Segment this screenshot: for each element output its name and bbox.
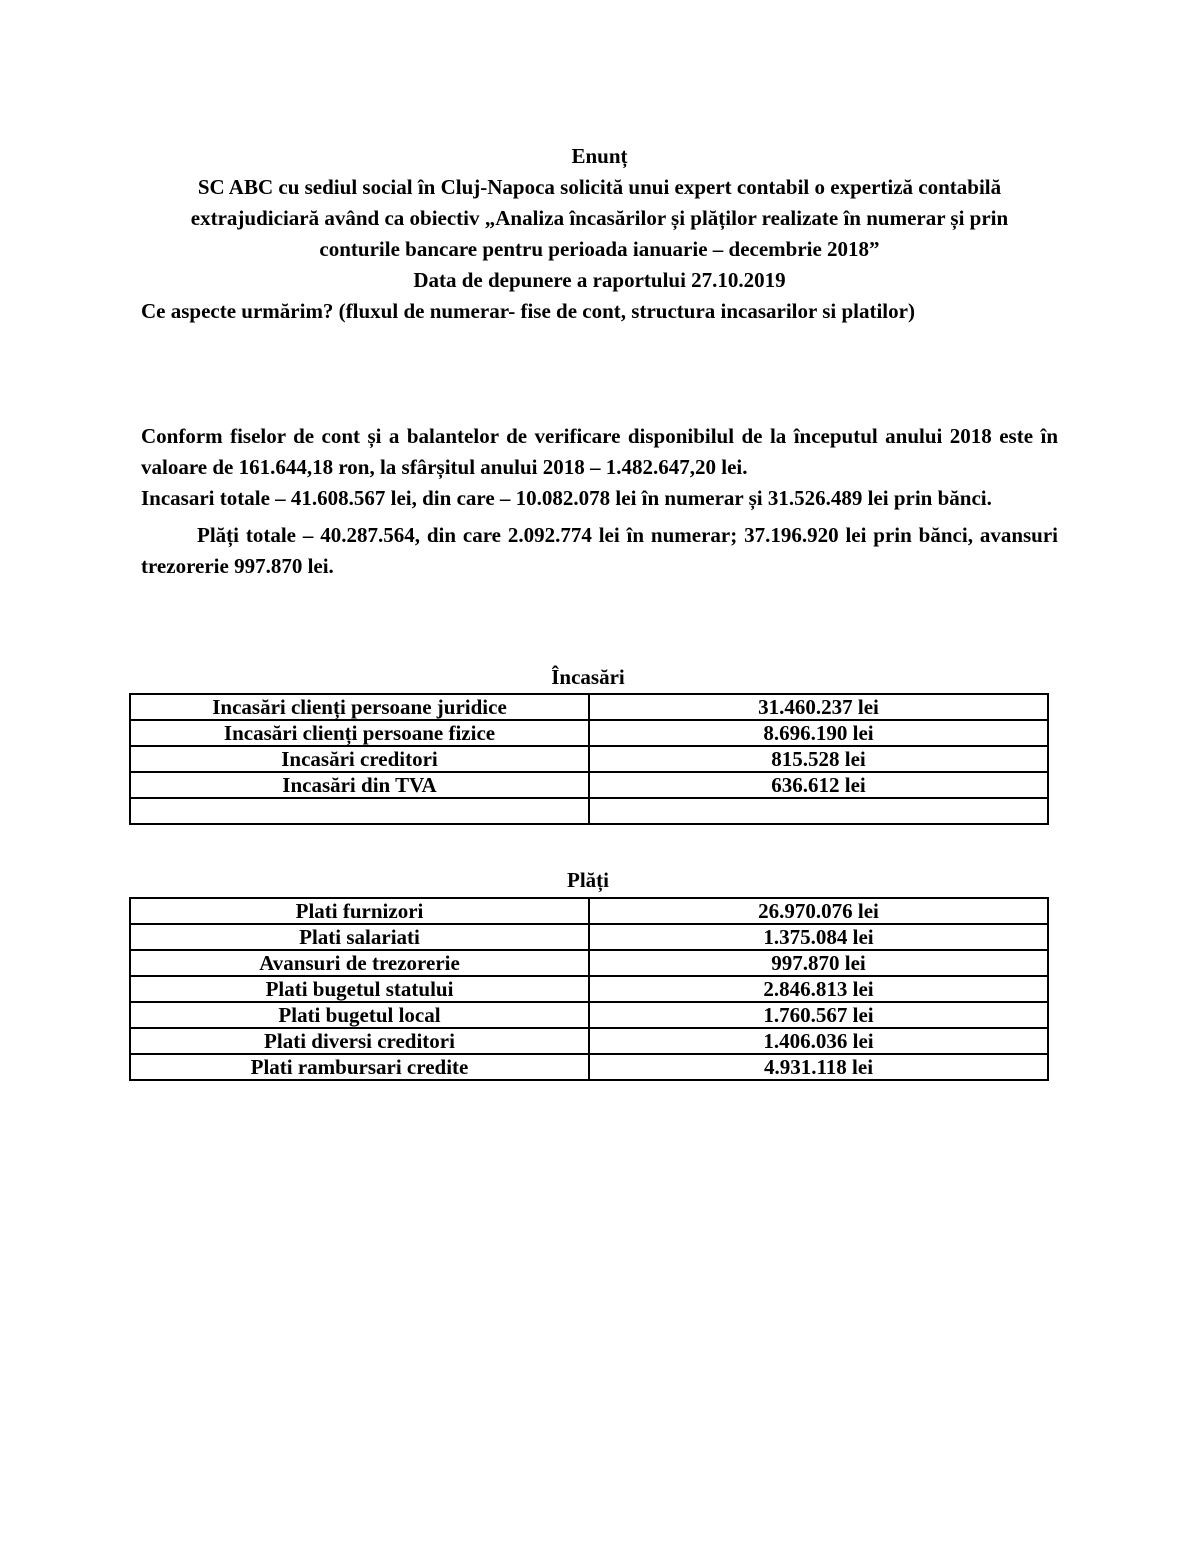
table-row [130, 746, 1048, 772]
question-line: Ce aspecte urmărim? (fluxul de numerar- fise de cont, structura incasarilor si platilor) [141, 299, 915, 323]
table-row [130, 924, 1048, 950]
paragraph-incasari-totale: Incasari totale – 41.608.567 lei, din care – 10.082.078 lei în numerar și 31.526.489 lei prin bănci. [141, 486, 992, 510]
table-row [130, 694, 1048, 720]
document-header [141, 141, 1058, 327]
row-label: Plati diversi creditori [130, 1028, 589, 1054]
row-label: Plati rambursari credite [130, 1054, 589, 1080]
row-value: 815.528 lei [589, 746, 1048, 772]
row-value [589, 798, 1048, 824]
row-label: Plati furnizori [130, 898, 589, 924]
row-label: Incasări clienți persoane juridice [130, 694, 589, 720]
row-label: Plati salariati [130, 924, 589, 950]
header-line-4: Data de depunere a raportului 27.10.2019 [413, 268, 786, 292]
row-value: 31.460.237 lei [589, 694, 1048, 720]
row-value: 1.375.084 lei [589, 924, 1048, 950]
row-label: Plati bugetul statului [130, 976, 589, 1002]
incasari-table [129, 693, 1049, 825]
table-row-empty [130, 798, 1048, 824]
header-line-1: SC ABC cu sediul social în Cluj-Napoca solicită unui expert contabil o expertiză contabilă [197, 175, 1002, 199]
row-value: 26.970.076 lei [589, 898, 1048, 924]
row-value: 1.406.036 lei [589, 1028, 1048, 1054]
table-row [130, 720, 1048, 746]
row-value: 4.931.118 lei [589, 1054, 1048, 1080]
row-label: Incasări clienți persoane fizice [130, 720, 589, 746]
row-label: Incasări creditori [130, 746, 589, 772]
row-value: 2.846.813 lei [589, 976, 1048, 1002]
table-row [130, 950, 1048, 976]
row-label [130, 798, 589, 824]
paragraph-balance: Conform fiselor de cont și a balantelor de verificare disponibilul de la începutul anului 2018 este în valoare de 161.644,18 ron, la sfârșitul anului 2018 – 1.482.647,20 lei. [141, 424, 1058, 479]
row-label: Avansuri de trezorerie [130, 950, 589, 976]
incasari-table-title: Încasări [551, 665, 625, 689]
body-text [141, 421, 1058, 582]
table-row [130, 898, 1048, 924]
row-value: 636.612 lei [589, 772, 1048, 798]
table-row [130, 1028, 1048, 1054]
header-line-3: conturile bancare pentru perioada ianuarie – decembrie 2018” [319, 237, 880, 261]
row-value: 997.870 lei [589, 950, 1048, 976]
row-value: 8.696.190 lei [589, 720, 1048, 746]
document-title: Enunț [571, 144, 628, 168]
paragraph-plati-totale: Plăți totale – 40.287.564, din care 2.092.774 lei în numerar; 37.196.920 lei prin bănci, avansuri trezorerie 997.870 lei. [141, 523, 1058, 578]
plati-table-title: Plăți [567, 868, 609, 892]
plati-table [129, 897, 1049, 1081]
table-row [130, 1054, 1048, 1080]
row-value: 1.760.567 lei [589, 1002, 1048, 1028]
row-label: Incasări din TVA [130, 772, 589, 798]
table-row [130, 772, 1048, 798]
table-row [130, 976, 1048, 1002]
header-line-2: extrajudiciară având ca obiectiv „Analiza încasărilor și plăților realizate în numerar și prin [190, 206, 1009, 230]
row-label: Plati bugetul local [130, 1002, 589, 1028]
table-row [130, 1002, 1048, 1028]
